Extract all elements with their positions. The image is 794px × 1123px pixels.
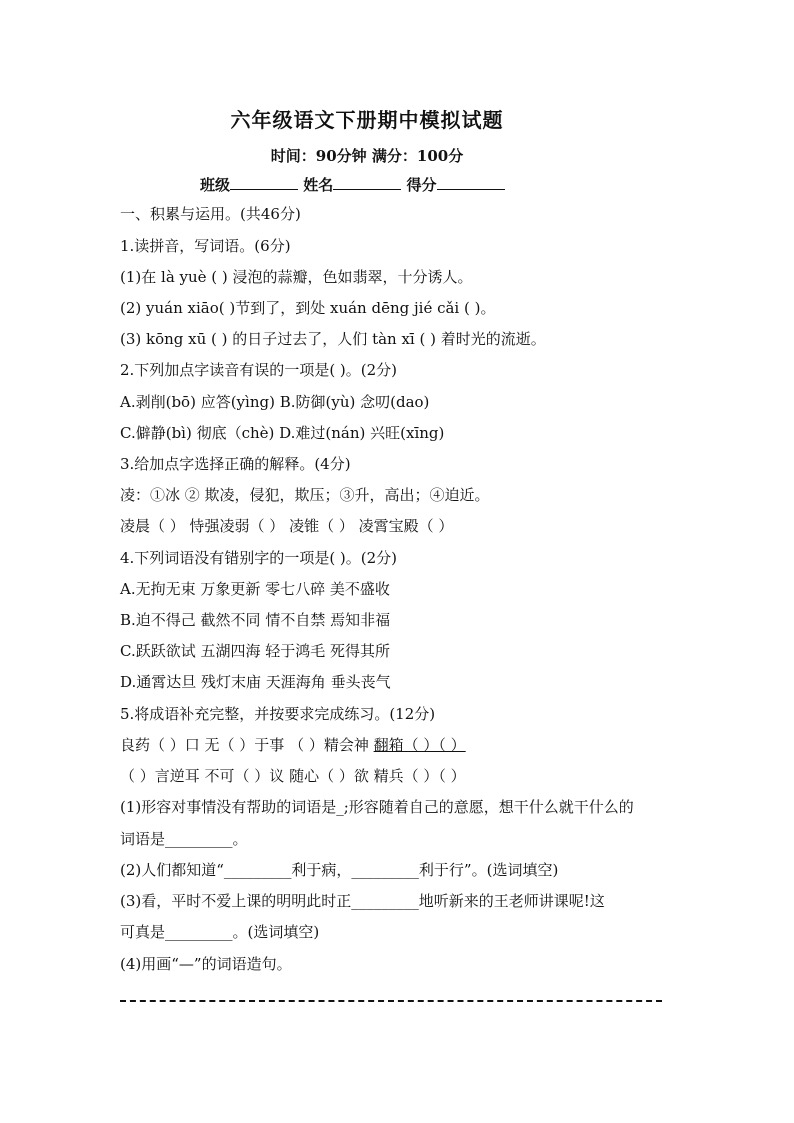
question-4-option-b: B.迫不得己 截然不同 情不自禁 焉知非福: [120, 611, 391, 629]
question-5-part-4: (4)用画“—”的词语造句。: [120, 955, 292, 973]
answer-line[interactable]: [120, 1000, 662, 1002]
section-heading: 一、积累与运用。(共46分): [120, 205, 301, 223]
question-1-item-1: (1)在 là yuè ( ) 浸泡的蒜瓣，色如翡翠，十分诱人。: [120, 268, 473, 286]
question-1-item-3: (3) kōng xū ( ) 的日子过去了，人们 tàn xī ( ) 着时光的流逝。: [120, 330, 546, 348]
question-4-option-a: A.无拘无束 万象更新 零七八碎 美不盛收: [120, 580, 390, 598]
question-3: 3.给加点字选择正确的解释。(4分): [120, 455, 351, 473]
question-2: 2.下列加点字读音有误的一项是( )。(2分): [120, 361, 398, 379]
question-3-words: 凌晨（ ） 恃强凌弱（ ） 凌锥（ ） 凌霄宝殿（ ）: [120, 517, 454, 535]
class-blank[interactable]: [230, 175, 298, 190]
question-5-part-1-cont: 词语是_________。: [120, 830, 248, 848]
score-label: 得分: [406, 176, 437, 194]
question-2-options-ab: A.剥削(bō) 应答(yìng) B.防御(yù) 念叨(dao): [120, 393, 430, 411]
question-5-part-2: (2)人们都知道“_________利于病，_________利于行”。(选词填空): [120, 861, 559, 879]
question-5-part-3: (3)看，平时不爱上课的明明此时正_________地听新来的王老师讲课呢!这: [120, 892, 605, 910]
question-4: 4.下列词语没有错别字的一项是( )。(2分): [120, 549, 398, 567]
question-1-item-2: (2) yuán xiāo( )节到了，到处 xuán dēng jié cǎi ( )。: [120, 299, 496, 317]
score-blank[interactable]: [437, 175, 505, 190]
idioms-row-1-text: 良药（ ）口 无（ ）于事 （ ）精会神: [120, 736, 374, 754]
question-1: 1.读拼音，写词语。(6分): [120, 237, 291, 255]
question-5: 5.将成语补充完整，并按要求完成练习。(12分): [120, 705, 436, 723]
question-4-option-c: C.跃跃欲试 五湖四海 轻于鸿毛 死得其所: [120, 642, 391, 660]
question-2-options-cd: C.僻静(bì) 彻底（chè) D.难过(nán) 兴旺(xīng): [120, 424, 445, 442]
question-4-option-d: D.通霄达旦 残灯末庙 天涯海角 垂头丧气: [120, 673, 391, 691]
question-3-definitions: 凌：①冰 ② 欺凌，侵犯，欺压；③升，高出；④迫近。: [120, 486, 490, 504]
name-blank[interactable]: [333, 175, 401, 190]
exam-subtitle: 时间：90分钟 满分：100分: [270, 147, 464, 165]
question-5-part-1: (1)形容对事情没有帮助的词语是_;形容随着自己的意愿，想干什么就干什么的: [120, 798, 634, 816]
question-5-part-3-cont: 可真是_________。(选词填空): [120, 923, 320, 941]
idiom-underlined: 翻箱（ ）（ ）: [373, 736, 466, 754]
exam-title: 六年级语文下册期中模拟试题: [230, 108, 504, 132]
student-info: [200, 174, 505, 195]
question-5-idioms-row-1: [120, 735, 466, 755]
class-label: 班级: [200, 176, 231, 194]
name-label: 姓名: [303, 176, 334, 194]
question-5-idioms-row-2: （ ）言逆耳 不可（ ）议 随心（ ）欲 精兵（ ）（ ）: [120, 767, 466, 785]
